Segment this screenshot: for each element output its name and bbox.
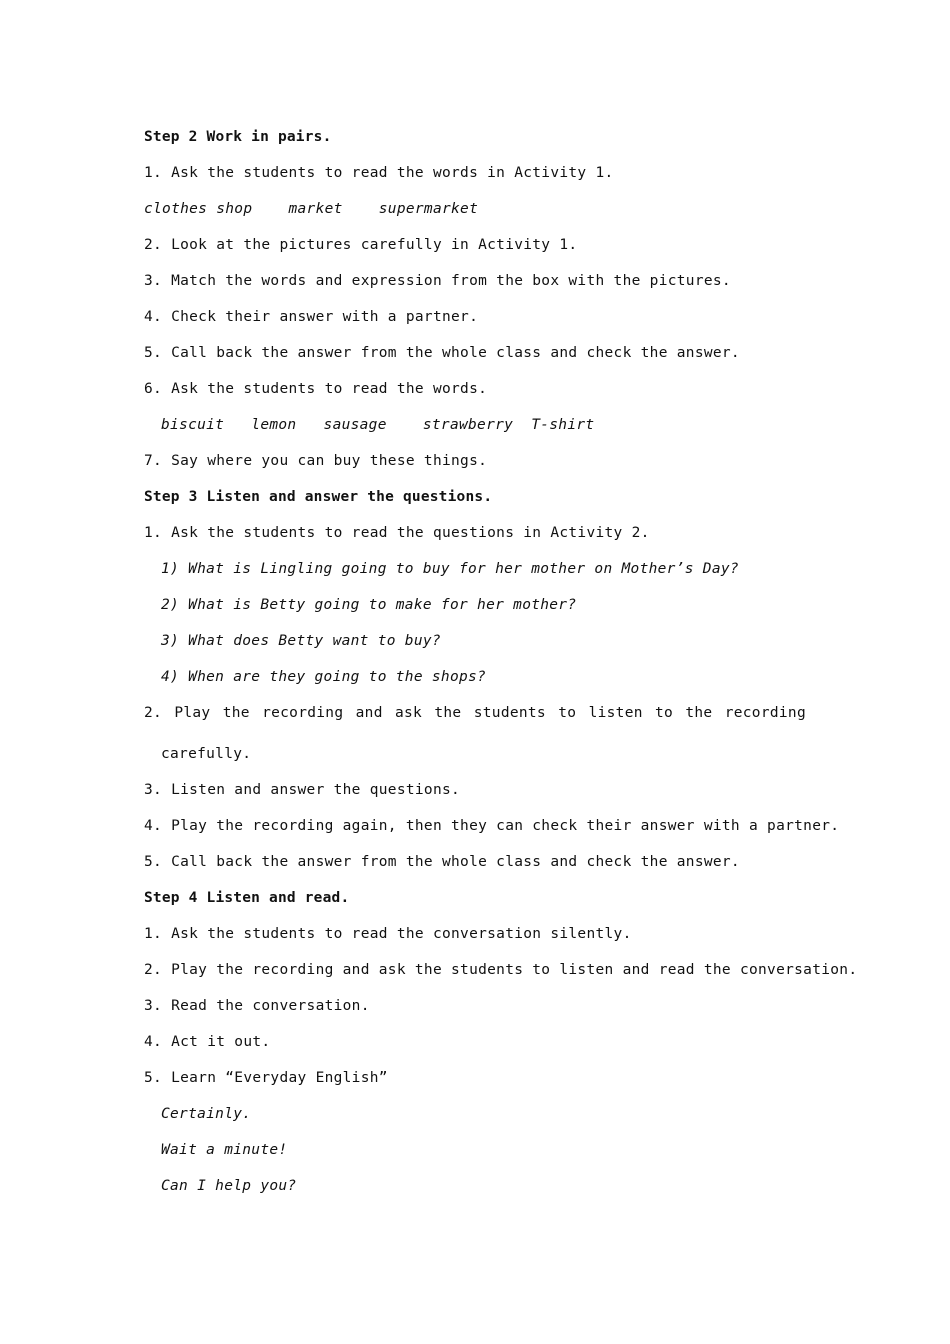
- step2-words-list-2: biscuit lemon sausage strawberry T-shirt: [161, 417, 595, 433]
- step3-question-3: 3) What does Betty want to buy?: [161, 633, 441, 649]
- step2-heading: Step 2 Work in pairs.: [144, 129, 332, 145]
- step2-item-2: 2. Look at the pictures carefully in Activity 1.: [144, 237, 578, 253]
- step3-question-1: 1) What is Lingling going to buy for her mother on Mother’s Day?: [161, 561, 739, 577]
- step2-words-list-1: clothes shop market supermarket: [144, 201, 479, 217]
- step3-heading: Step 3 Listen and answer the questions.: [144, 489, 493, 505]
- step2-item-4: 4. Check their answer with a partner.: [144, 309, 479, 325]
- step4-expression-2: Wait a minute!: [161, 1142, 288, 1158]
- step3-item-4: 4. Play the recording again, then they can check their answer with a partner.: [144, 818, 840, 834]
- step4-expression-1: Certainly.: [161, 1106, 252, 1122]
- step3-question-4: 4) When are they going to the shops?: [161, 669, 487, 685]
- step2-item-7: 7. Say where you can buy these things.: [144, 453, 488, 469]
- step2-item-6: 6. Ask the students to read the words.: [144, 381, 488, 397]
- step3-item-2-line-1: 2. Play the recording and ask the students to listen to the recording: [144, 705, 806, 721]
- step4-item-3: 3. Read the conversation.: [144, 998, 370, 1014]
- step3-item-1: 1. Ask the students to read the questions in Activity 2.: [144, 525, 650, 541]
- step4-item-1: 1. Ask the students to read the conversation silently.: [144, 926, 632, 942]
- step2-item-3: 3. Match the words and expression from the box with the pictures.: [144, 273, 731, 289]
- step4-item-4: 4. Act it out.: [144, 1034, 271, 1050]
- step4-heading: Step 4 Listen and read.: [144, 890, 350, 906]
- step3-item-5: 5. Call back the answer from the whole class and check the answer.: [144, 854, 740, 870]
- step4-expression-3: Can I help you?: [161, 1178, 297, 1194]
- step4-item-2: 2. Play the recording and ask the students to listen and read the conversation.: [144, 962, 858, 978]
- step2-item-5: 5. Call back the answer from the whole class and check the answer.: [144, 345, 740, 361]
- step3-item-2-line-2: carefully.: [161, 746, 252, 762]
- step2-item-1: 1. Ask the students to read the words in Activity 1.: [144, 165, 614, 181]
- step3-item-3: 3. Listen and answer the questions.: [144, 782, 461, 798]
- step3-question-2: 2) What is Betty going to make for her mother?: [161, 597, 577, 613]
- step4-item-5: 5. Learn “Everyday English”: [144, 1070, 388, 1086]
